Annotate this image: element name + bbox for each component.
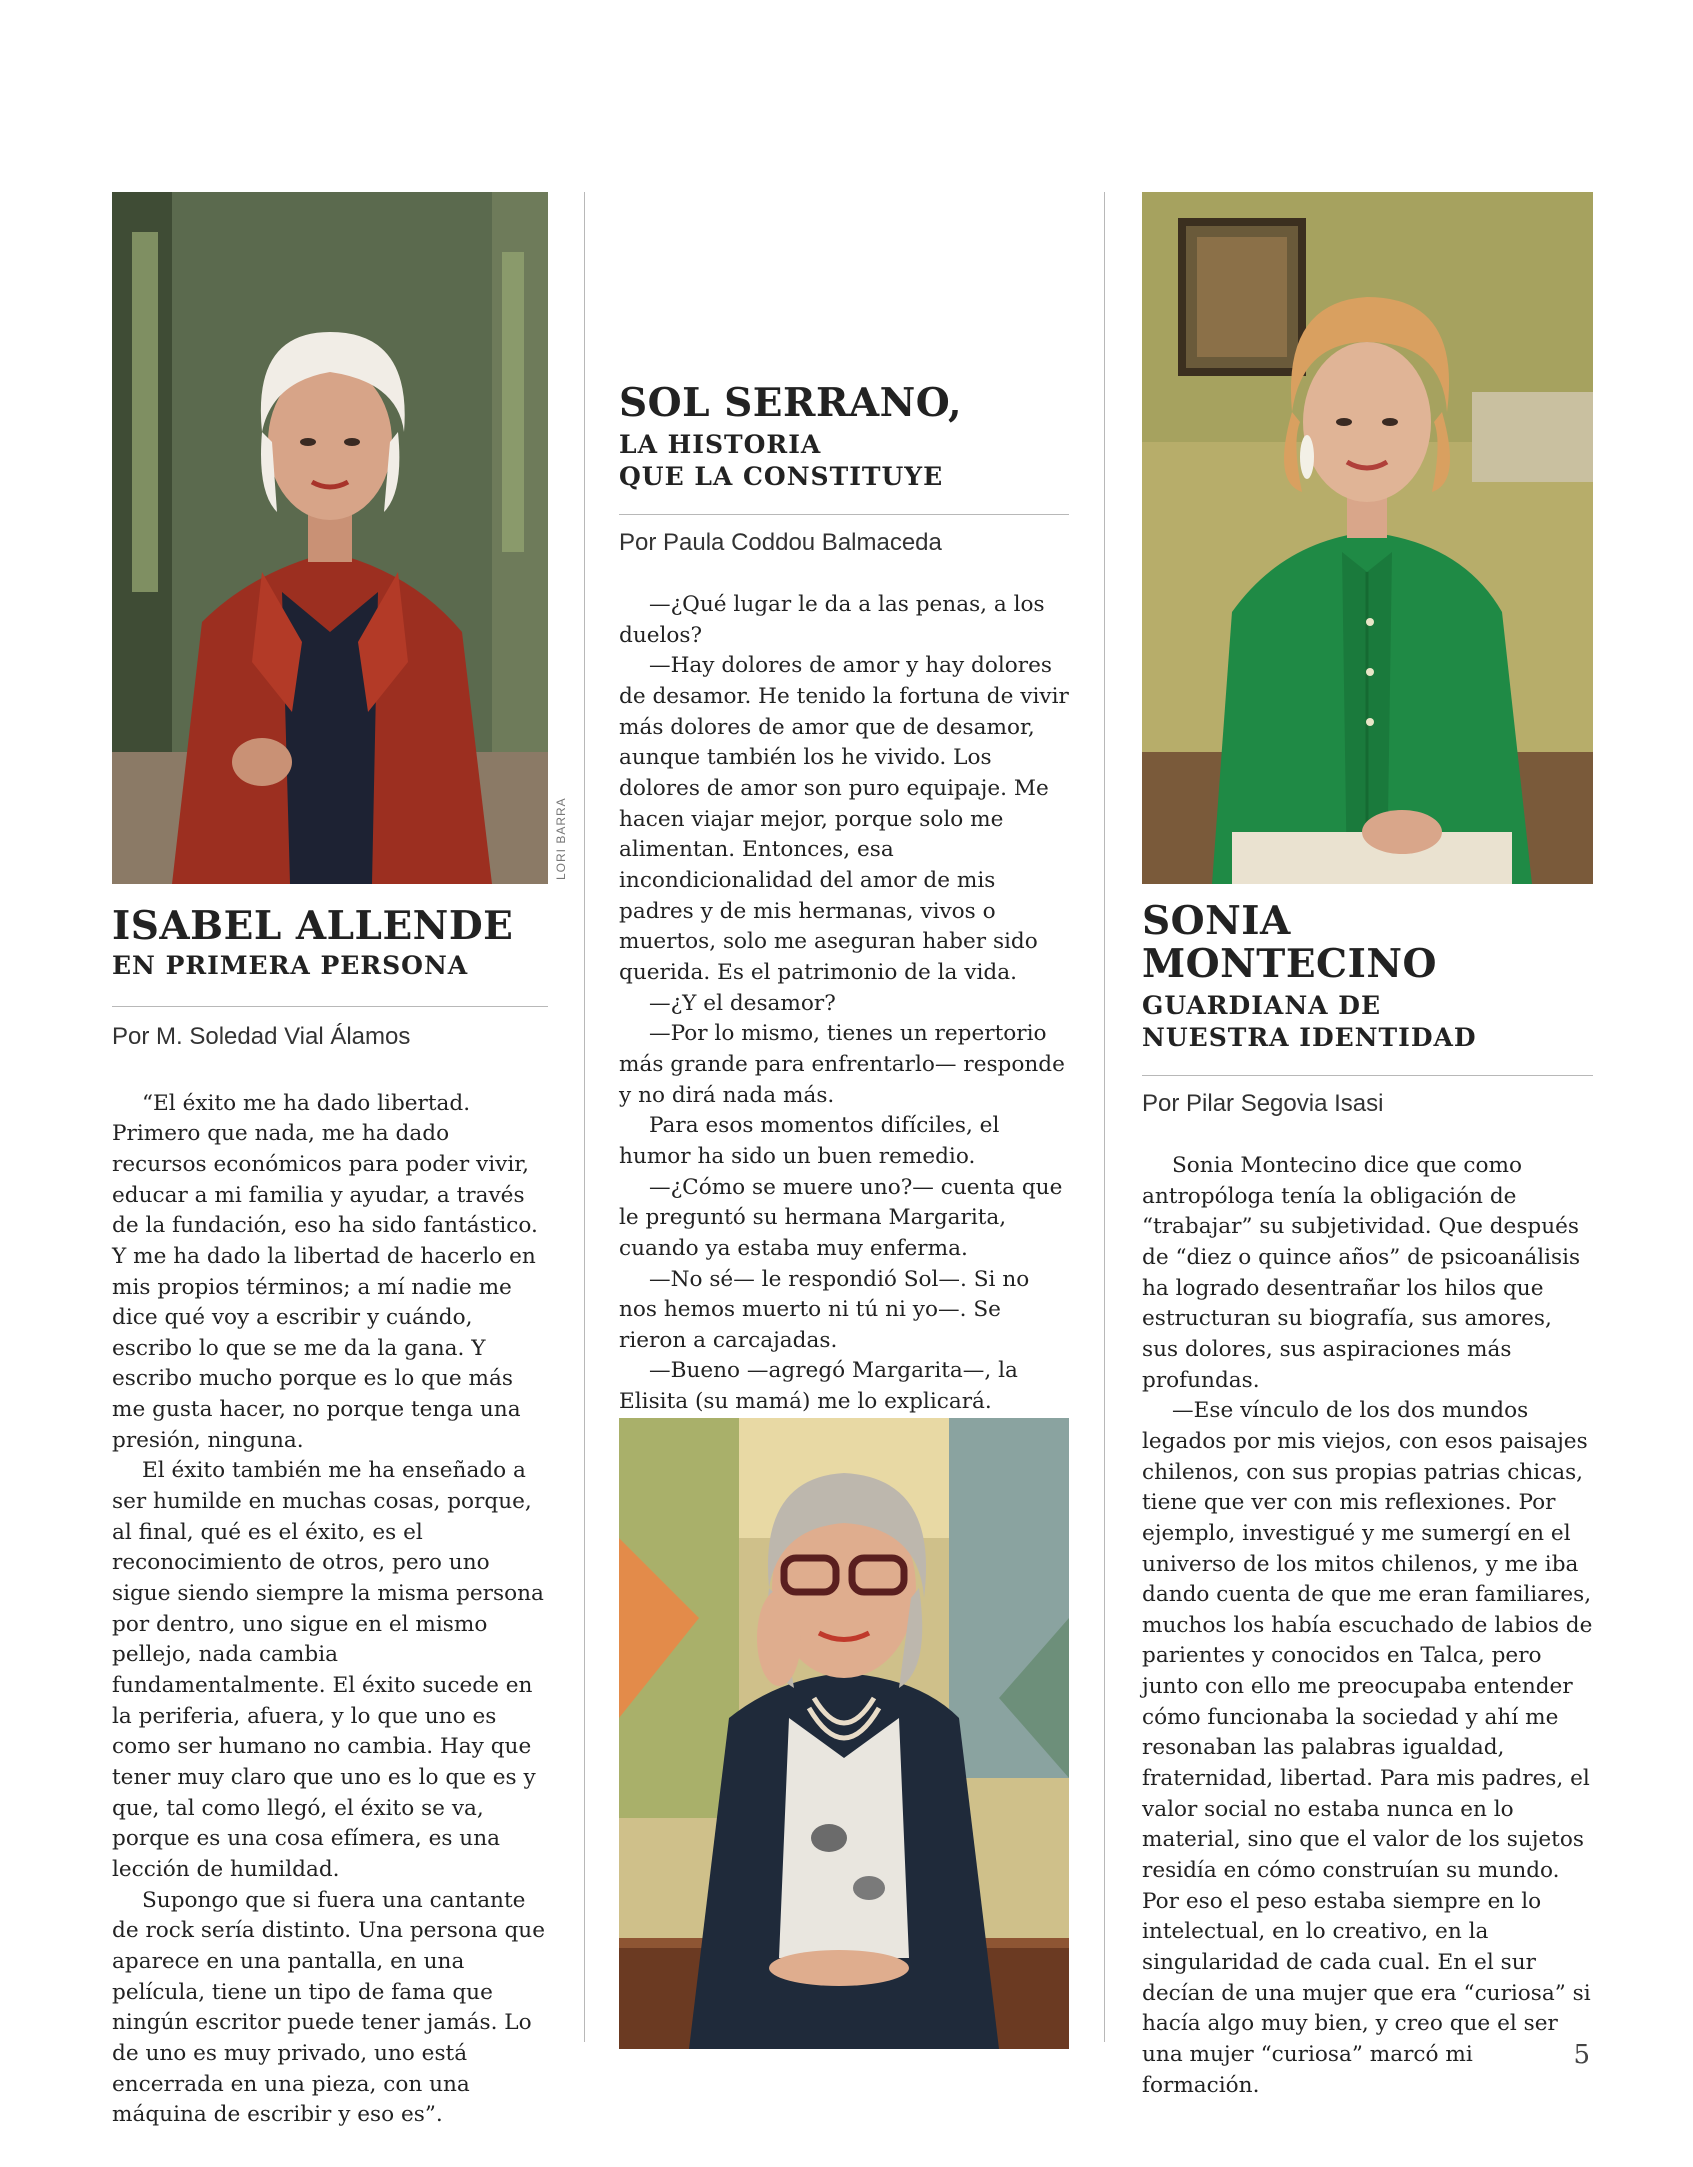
paragraph: Para esos momentos difíciles, el humor ha sido un buen remedio. xyxy=(619,1113,1000,1169)
article-subtitle: EN PRIMERA PERSONA xyxy=(112,950,469,980)
paragraph: “El éxito me ha dado libertad. Primero que nada, me ha dado recursos económicos para poder vivir, educar a mi familia y ayudar, a través de la fundación, eso ha sido fantástico. Y me ha dado la libertad de hacerlo en mis propios términos; a mí nadie me dice qué voy a escribir y cuándo, escribo lo que se me da la gana. Y escribo mucho porque es lo que más me gusta hacer, no porque tenga una presión, ninguna. xyxy=(112,1090,538,1453)
paragraph: —No sé— le respondió Sol—. Si no nos hemos muerto ni tú ni yo—. Se rieron a carcajadas. xyxy=(619,1266,1030,1353)
paragraph: —¿Qué lugar le da a las penas, a los duelos? xyxy=(619,592,1045,648)
title-divider xyxy=(619,514,1069,515)
isabel-allende-photo xyxy=(112,192,548,884)
article-byline: Por Pilar Segovia Isasi xyxy=(1142,1089,1384,1117)
article-byline: Por Paula Coddou Balmaceda xyxy=(619,528,942,556)
article-subtitle xyxy=(619,429,1069,494)
paragraph: El éxito también me ha enseñado a ser humilde en muchas cosas, porque, al final, qué es el éxito, es el reconocimiento de otros, pero uno sigue siendo siempre la misma persona por dentro, uno sigue en el mismo pellejo, nada cambia fundamentalmente. El éxito sucede en la periferia, afuera, y lo que uno es como ser humano no cambia. Hay que tener muy claro que uno es lo que es y que, tal como llegó, el éxito se va, porque es una cosa efímera, es una lección de humildad. xyxy=(112,1458,544,1882)
article-body xyxy=(1142,1151,1593,2101)
article-sol-serrano xyxy=(619,382,1069,1418)
article-title: SOL SERRANO, xyxy=(619,380,963,426)
subtitle-line: LA HISTORIA xyxy=(619,429,822,459)
subtitle-line: GUARDIANA DE xyxy=(1142,990,1382,1020)
photo-credit: LORI BARRA xyxy=(554,797,568,880)
column-divider-left xyxy=(584,192,585,2042)
title-divider xyxy=(112,1006,548,1007)
article-body xyxy=(619,590,1069,1418)
paragraph: Sonia Montecino dice que como antropóloga tenía la obligación de “trabajar” su subjetividad. Que después de “diez o quince años” de psicoanálisis ha logrado desentrañar los hilos que estructuran su biografía, sus amores, sus dolores, sus aspiraciones más profundas. xyxy=(1142,1152,1581,1393)
paragraph: —¿Y el desamor? xyxy=(649,990,836,1016)
paragraph: —Por lo mismo, tienes un repertorio más grande para enfrentarlo— responde y no dirá nada más. xyxy=(619,1021,1065,1108)
paragraph: —Ese vínculo de los dos mundos legados por mis viejos, con esos paisajes chilenos, con sus propias patrias chicas, tiene que ver con mis reflexiones. Por ejemplo, investigué y me sumergí en el universo de los mitos chilenos, y me iba dando cuenta de que me eran familiares, muchos los había escuchado de labios de parientes y conocidos en Talca, pero junto con ello me preocupaba entender cómo funcionaba la sociedad y ahí me resonaban las palabras igualdad, fraternidad, libertad. Para mis padres, el valor social no estaba nunca en lo material, sino que el valor de los sujetos residía en cómo construían su mundo. Por eso el peso estaba siempre en lo intelectual, en lo creativo, en la singularidad de cada cual. En el sur decían de una mujer que era “curiosa” si hacía algo muy bien, y creo que el ser una mujer “curiosa” marcó mi formación. xyxy=(1142,1398,1593,2098)
subtitle-line: NUESTRA IDENTIDAD xyxy=(1142,1023,1477,1053)
article-title: SONIA MONTECINO xyxy=(1142,898,1437,987)
article-isabel-allende xyxy=(112,905,548,2131)
paragraph: —Bueno —agregó Margarita—, la Elisita (su mamá) me lo explicará. xyxy=(619,1358,1018,1415)
column-divider-right xyxy=(1104,192,1105,2042)
article-sonia-montecino xyxy=(1142,900,1593,2101)
title-divider xyxy=(1142,1075,1593,1076)
article-body xyxy=(112,1089,548,2131)
article-byline: Por M. Soledad Vial Álamos xyxy=(112,1023,411,1051)
paragraph: Supongo que si fuera una cantante de rock sería distinto. Una persona que aparece en una pantalla, en una película, tiene un tipo de fama que ningún escritor puede tener jamás. Lo de uno es muy privado, uno está encerrada en una pieza, con una máquina de escribir y eso es”. xyxy=(112,1887,545,2128)
sonia-montecino-photo xyxy=(1142,192,1593,884)
page-number: 5 xyxy=(1573,2040,1590,2070)
paragraph: —Hay dolores de amor y hay dolores de desamor. He tenido la fortuna de vivir más dolores de amor que de desamor, aunque también los he vivido. Los dolores de amor son puro equipaje. Me hacen viajar mejor, porque solo me alimentan. Entonces, esa incondicionalidad del amor de mis padres y de mis hermanas, vivos o muertos, solo me aseguran haber sido querida. Es el patrimonio de la vida. xyxy=(619,653,1069,985)
paragraph: —¿Cómo se muere uno?— cuenta que le preguntó su hermana Margarita, cuando ya estaba muy enferma. xyxy=(619,1174,1063,1261)
article-title: ISABEL ALLENDE xyxy=(112,903,514,949)
article-subtitle xyxy=(1142,990,1593,1055)
subtitle-line: QUE LA CONSTITUYE xyxy=(619,462,944,492)
sol-serrano-photo xyxy=(619,1418,1069,2049)
